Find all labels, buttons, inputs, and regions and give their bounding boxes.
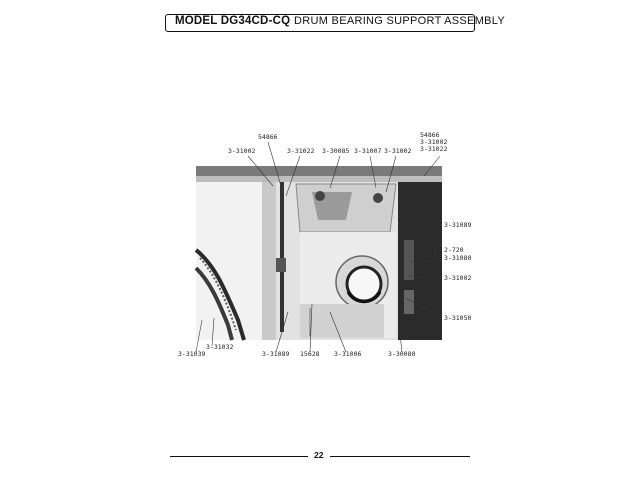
callout-3-31039: 3-31039	[178, 350, 206, 358]
assembly-title: DRUM BEARING SUPPORT ASSEMBLY	[294, 15, 506, 27]
callout-3-30080: 3-30080	[388, 350, 416, 358]
callout-3-31007: 3-31007	[354, 147, 382, 155]
callout-3-31002-right: 3-31002	[444, 274, 472, 282]
callout-54866-right: 54866	[420, 131, 440, 139]
callout-3-31022-right: 3-31022	[420, 145, 448, 153]
callout-3-31089-bottom: 3-31089	[262, 350, 290, 358]
callout-54866-left: 54866	[258, 133, 278, 141]
callout-3-31050: 3-31050	[444, 314, 472, 322]
callout-3-31002-left: 3-31002	[228, 147, 256, 155]
callout-2-720: 2-720	[444, 246, 464, 254]
callout-3-31089-right: 3-31089	[444, 221, 472, 229]
callout-3-31002-top: 3-31002	[384, 147, 412, 155]
footer-rule-right	[330, 456, 470, 457]
callout-3-30085: 3-30085	[322, 147, 350, 155]
callout-15628: 15628	[300, 350, 320, 358]
model-title: MODEL DG34CD-CQ	[175, 15, 291, 27]
callout-3-31022-left: 3-31022	[287, 147, 315, 155]
callout-3-31002-right-top: 3-31002	[420, 138, 448, 146]
callout-3-31006: 3-31006	[334, 350, 362, 358]
callout-3-31032: 3-31032	[206, 343, 234, 351]
callout-3-31080: 3-31080	[444, 254, 472, 262]
page-number: 22	[314, 450, 324, 460]
footer-rule-left	[170, 456, 308, 457]
